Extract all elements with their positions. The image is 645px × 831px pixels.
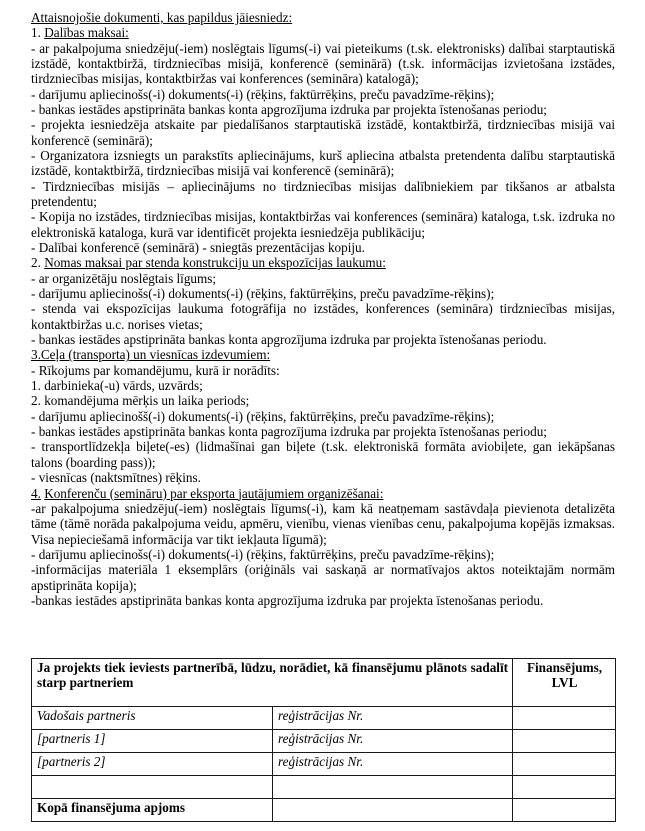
partner-name-cell[interactable]: [partneris 2] <box>32 753 273 776</box>
section-title-2: Nomas maksai par stenda konstrukciju un ekspozīcijas laukumu: <box>44 255 386 271</box>
table-header-amount-line1: Finansējums, <box>526 660 603 675</box>
table-row-empty <box>32 776 616 799</box>
partner-registration-cell[interactable]: reģistrācijas Nr. <box>273 753 513 776</box>
partner-registration-cell[interactable] <box>273 776 513 799</box>
document-title: Attaisnojošie dokumenti, kas papildus jāiesniedz: <box>31 10 293 25</box>
section-number-4: 4. <box>31 485 41 501</box>
section-number-1: 1. <box>31 25 41 41</box>
section-number-2: 2. <box>31 255 41 271</box>
section-1-item-1: - darījumu apliecinošs(-i) dokuments(-i) (rēķins, faktūrrēķins, preču pavadzīme-rēķins); <box>31 86 495 102</box>
partner-registration-cell[interactable]: reģistrācijas Nr. <box>273 730 513 753</box>
section-1-item-2: - bankas iestādes apstiprināta bankas konta apgrozījuma izdruka par projekta īstenošanas periodu; <box>31 101 547 117</box>
table-total-row <box>32 799 616 822</box>
section-title-4: Konferenču (semināru) par eksporta jautājumiem organizēšanai: <box>44 485 384 501</box>
section-1-item-3: - projekta iesniedzēja atskaite par piedalīšanos starptautiskā izstādē, kontaktbiržā, tirdzniecības misijā vai konferencē (seminārā); <box>31 117 615 148</box>
section-title-1: Dalības maksai: <box>44 25 129 41</box>
section-1-item-7: - Dalībai konferencē (seminārā) - sniegtās prezentācijas kopiju. <box>31 240 365 256</box>
partner-name-cell[interactable] <box>32 776 273 799</box>
section-3-item-5: - transportlīdzekļa biļete(-es) (lidmašīnai gan biļete (t.sk. elektroniskā formāta aviobiļete, gan iekāpšanas talons (boarding pass)); <box>31 439 615 470</box>
section-3-item-1: 1. darbinieka(-u) vārds, uzvārds; <box>31 378 203 394</box>
section-heading-1 <box>31 25 615 40</box>
table-header-description: Ja projekts tiek ieviests partnerībā, lūdzu, norādiet, kā finansējumu plānots sadalīt starp partneriem <box>32 659 513 707</box>
section-number-3: 3. <box>31 347 41 363</box>
section-1-item-4: - Organizatora izsniegts un parakstīts apliecinājums, kurš apliecina atbalsta pretendenta dalību starptautiskā izstādē, kontaktbiržā, tirdzniecības misijā vai konferencē (seminārā); <box>31 147 615 179</box>
section-4-item-2: -informācijas materiāla 1 eksemplārs (oriģināls vai saskaņā ar normatīvajos aktos noteiktajām normām apstiprināta kopija); <box>31 562 615 593</box>
partner-financing-table <box>31 658 616 822</box>
section-2-item-0: - ar organizētāju noslēgtais līgums; <box>31 270 217 286</box>
partner-amount-cell[interactable] <box>513 707 616 730</box>
section-3-item-6: - viesnīcas (naktsmītnes) rēķins. <box>31 470 201 486</box>
section-heading-4 <box>31 486 615 501</box>
section-3-item-2: 2. komandējuma mērķis un laika periods; <box>31 393 250 409</box>
total-registration-cell[interactable] <box>273 799 513 822</box>
section-1-item-0: - ar pakalpojuma sniedzēju(-iem) noslēgtais līgums(-i) vai pieteikums (t.sk. elektronisks) dalībai starptautiskā izstādē, kontaktbiržā, tirdzniecības misijā, konferencē (seminārā) (t.sk. informācijas izvietošana izstādes, tirdzniecības misijas, kontaktbiržas vai konferences (semināra) katalogā); <box>31 40 615 87</box>
section-heading-3 <box>31 347 615 362</box>
section-1-item-5: - Tirdzniecības misijās – apliecinājums no tirdzniecības misijas dalībniekiem par tikšanos ar atbalsta pretendentu; <box>31 178 615 209</box>
partner-name-cell[interactable]: [partneris 1] <box>32 730 273 753</box>
partner-amount-cell[interactable] <box>513 730 616 753</box>
section-4-item-0: -ar pakalpojuma sniedzēju(-iem) noslēgtais līgums(-i), kam kā neatņemam sastāvdaļa pievienota detalizēta tāme (tāmē norāda pakalpojuma veidu, apmēru, vienību, vienas vienības cenu, pakalpojuma kopējās izmaksas. Visa nepieciešamā informācija var tikt iekļauta līgumā); <box>31 500 615 547</box>
section-3-item-0: - Rīkojums par komandējumu, kurā ir norādīts: <box>31 362 280 378</box>
section-heading-2 <box>31 255 615 270</box>
section-3-item-3: - darījumu apliecinošš(-i) dokuments(-i) (rēķins, faktūrrēķins, preču pavadzīme-rēķins); <box>31 408 495 424</box>
table-row <box>32 707 616 730</box>
table-header-amount-line2: LVL <box>551 675 578 691</box>
total-label-cell: Kopā finansējuma apjoms <box>32 799 273 822</box>
partner-amount-cell[interactable] <box>513 776 616 799</box>
section-4-item-3: -bankas iestādes apstiprināta bankas konta apgrozījuma izdruka par projekta īstenošanas periodu. <box>31 592 544 608</box>
section-title-3: Ceļa (transporta) un viesnīcas izdevumiem: <box>40 347 271 363</box>
table-header-row <box>32 659 616 707</box>
section-4-item-1: - darījumu apliecinošs(-i) dokuments(-i) (rēķins, faktūrrēķins, preču pavadzīme-rēķins); <box>31 546 495 562</box>
section-2-item-3: - bankas iestādes apstiprināta bankas konta apgrozījuma izdruka par projekta īstenošanas periodu. <box>31 332 547 348</box>
partner-registration-cell[interactable]: reģistrācijas Nr. <box>273 707 513 730</box>
section-3-item-4: - bankas iestādes apstiprināta bankas konta pagrozījuma izdruka par projekta īstenošanas periodu; <box>31 424 547 440</box>
section-2-item-2: - stenda vai ekspozīcijas laukuma fotogrāfija no izstādes, konferences (semināra) tirdzniecības misijas, kontaktbiržas u.c. norises vietas; <box>31 301 615 332</box>
total-amount-cell[interactable] <box>513 799 616 822</box>
table-row <box>32 753 616 776</box>
table-row <box>32 730 616 753</box>
partner-amount-cell[interactable] <box>513 753 616 776</box>
section-1-item-6: - Kopija no izstādes, tirdzniecības misijas, kontaktbiržas vai konferences (semināra) kataloga, t.sk. izdruka no elektroniskā kataloga, kurā var identificēt projekta iesniedzēja publikāciju; <box>31 209 615 240</box>
table-header-amount <box>513 659 616 707</box>
partner-name-cell[interactable]: Vadošais partneris <box>32 707 273 730</box>
section-2-item-1: - darījumu apliecinošs(-i) dokuments(-i) (rēķins, faktūrrēķins, preču pavadzīme-rēķins); <box>31 286 495 302</box>
